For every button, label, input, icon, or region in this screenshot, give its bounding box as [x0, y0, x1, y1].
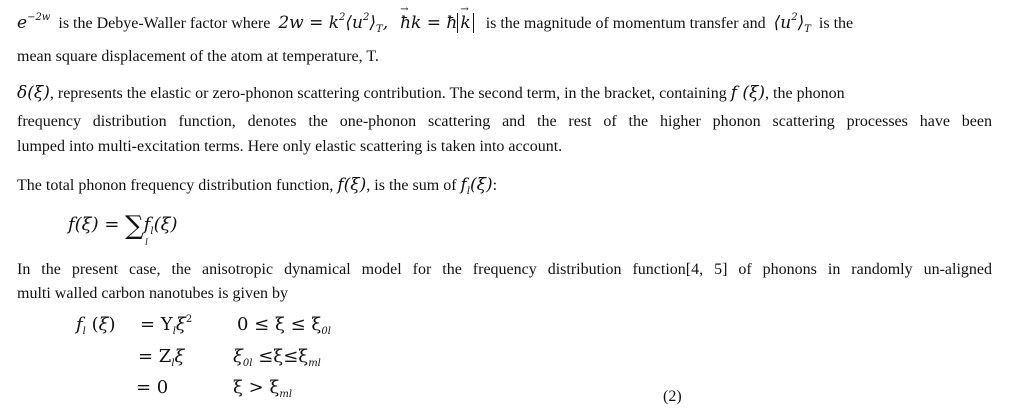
- text-the-phonon: , the phonon: [765, 85, 845, 102]
- equation-2w: $2w = k^2⟨u^2⟩_T$,: [278, 12, 389, 35]
- paragraph-1-line-1: [17, 8, 992, 40]
- sigma-symbol: ∑: [125, 211, 144, 241]
- text-elastic-scattering: , represents the elastic or zero-phonon scattering contribution. The second term, in the bracket, containing: [49, 85, 727, 102]
- paragraph-2-line-3: lumped into multi-excitation terms. Here only elastic scattering is taken into account.: [17, 138, 563, 155]
- text-colon: :: [492, 177, 498, 194]
- paragraph-4-line-1: In the present case, the anisotropic dynamical model for the frequency distribution function[4, 5] of phonons in randomly un-aligned: [17, 261, 992, 278]
- sum-equation: $f(\xi) = \sum f_l(\xi)$: [68, 211, 178, 241]
- text-sum-of: , is the sum of: [366, 177, 457, 194]
- sum-index: l: [145, 237, 148, 248]
- piece-3-rhs: = 0: [136, 377, 169, 398]
- paragraph-4-line-2: multi walled carbon nanotubes is given by: [17, 285, 289, 302]
- piece-2-condition: $\xi_{0l} \le\xi\le\xi_{ml}$: [233, 346, 321, 369]
- piece-1-lhs: $f_l$ (ξ): [76, 314, 116, 337]
- paragraph-3: [17, 175, 992, 202]
- equation-number: (2): [663, 388, 682, 405]
- equation-hbar-k: → ħk = ħ→ k: [400, 13, 474, 33]
- text-debye-waller: is the Debye-Waller factor where: [58, 15, 271, 32]
- piece-2-rhs: = $Z_l\xi$: [138, 346, 185, 369]
- piece-3-condition: $\xi > \xi_{ml}$: [233, 377, 293, 400]
- piece-1-rhs: = $Y_l\xi^2$: [140, 314, 193, 337]
- paragraph-2-line-2: frequency distribution function, denotes the one-phonon scattering and the rest of the higher phonon scattering processes have been: [17, 113, 992, 130]
- debye-factor-symbol: $e^{-2w}$: [17, 12, 51, 33]
- delta-xi-symbol: δ(ξ): [17, 83, 50, 103]
- text-is-the: is the: [818, 15, 854, 32]
- f-xi-total: f(ξ): [337, 175, 367, 195]
- paragraph-2-line-1: [17, 83, 992, 104]
- f-xi-symbol: f (ξ): [730, 83, 766, 103]
- f-l-xi: $f_l(\xi)$: [460, 175, 493, 197]
- equation-u2-mean: $⟨u^2⟩_T$: [773, 12, 811, 35]
- text-total-phonon: The total phonon frequency distribution function,: [17, 177, 334, 194]
- text-momentum-transfer: is the magnitude of momentum transfer and: [485, 15, 766, 32]
- piece-1-condition: $0 \le \xi \le \xi_{0l}$: [237, 314, 331, 337]
- paragraph-1-line-2: mean square displacement of the atom at temperature, T.: [17, 48, 379, 65]
